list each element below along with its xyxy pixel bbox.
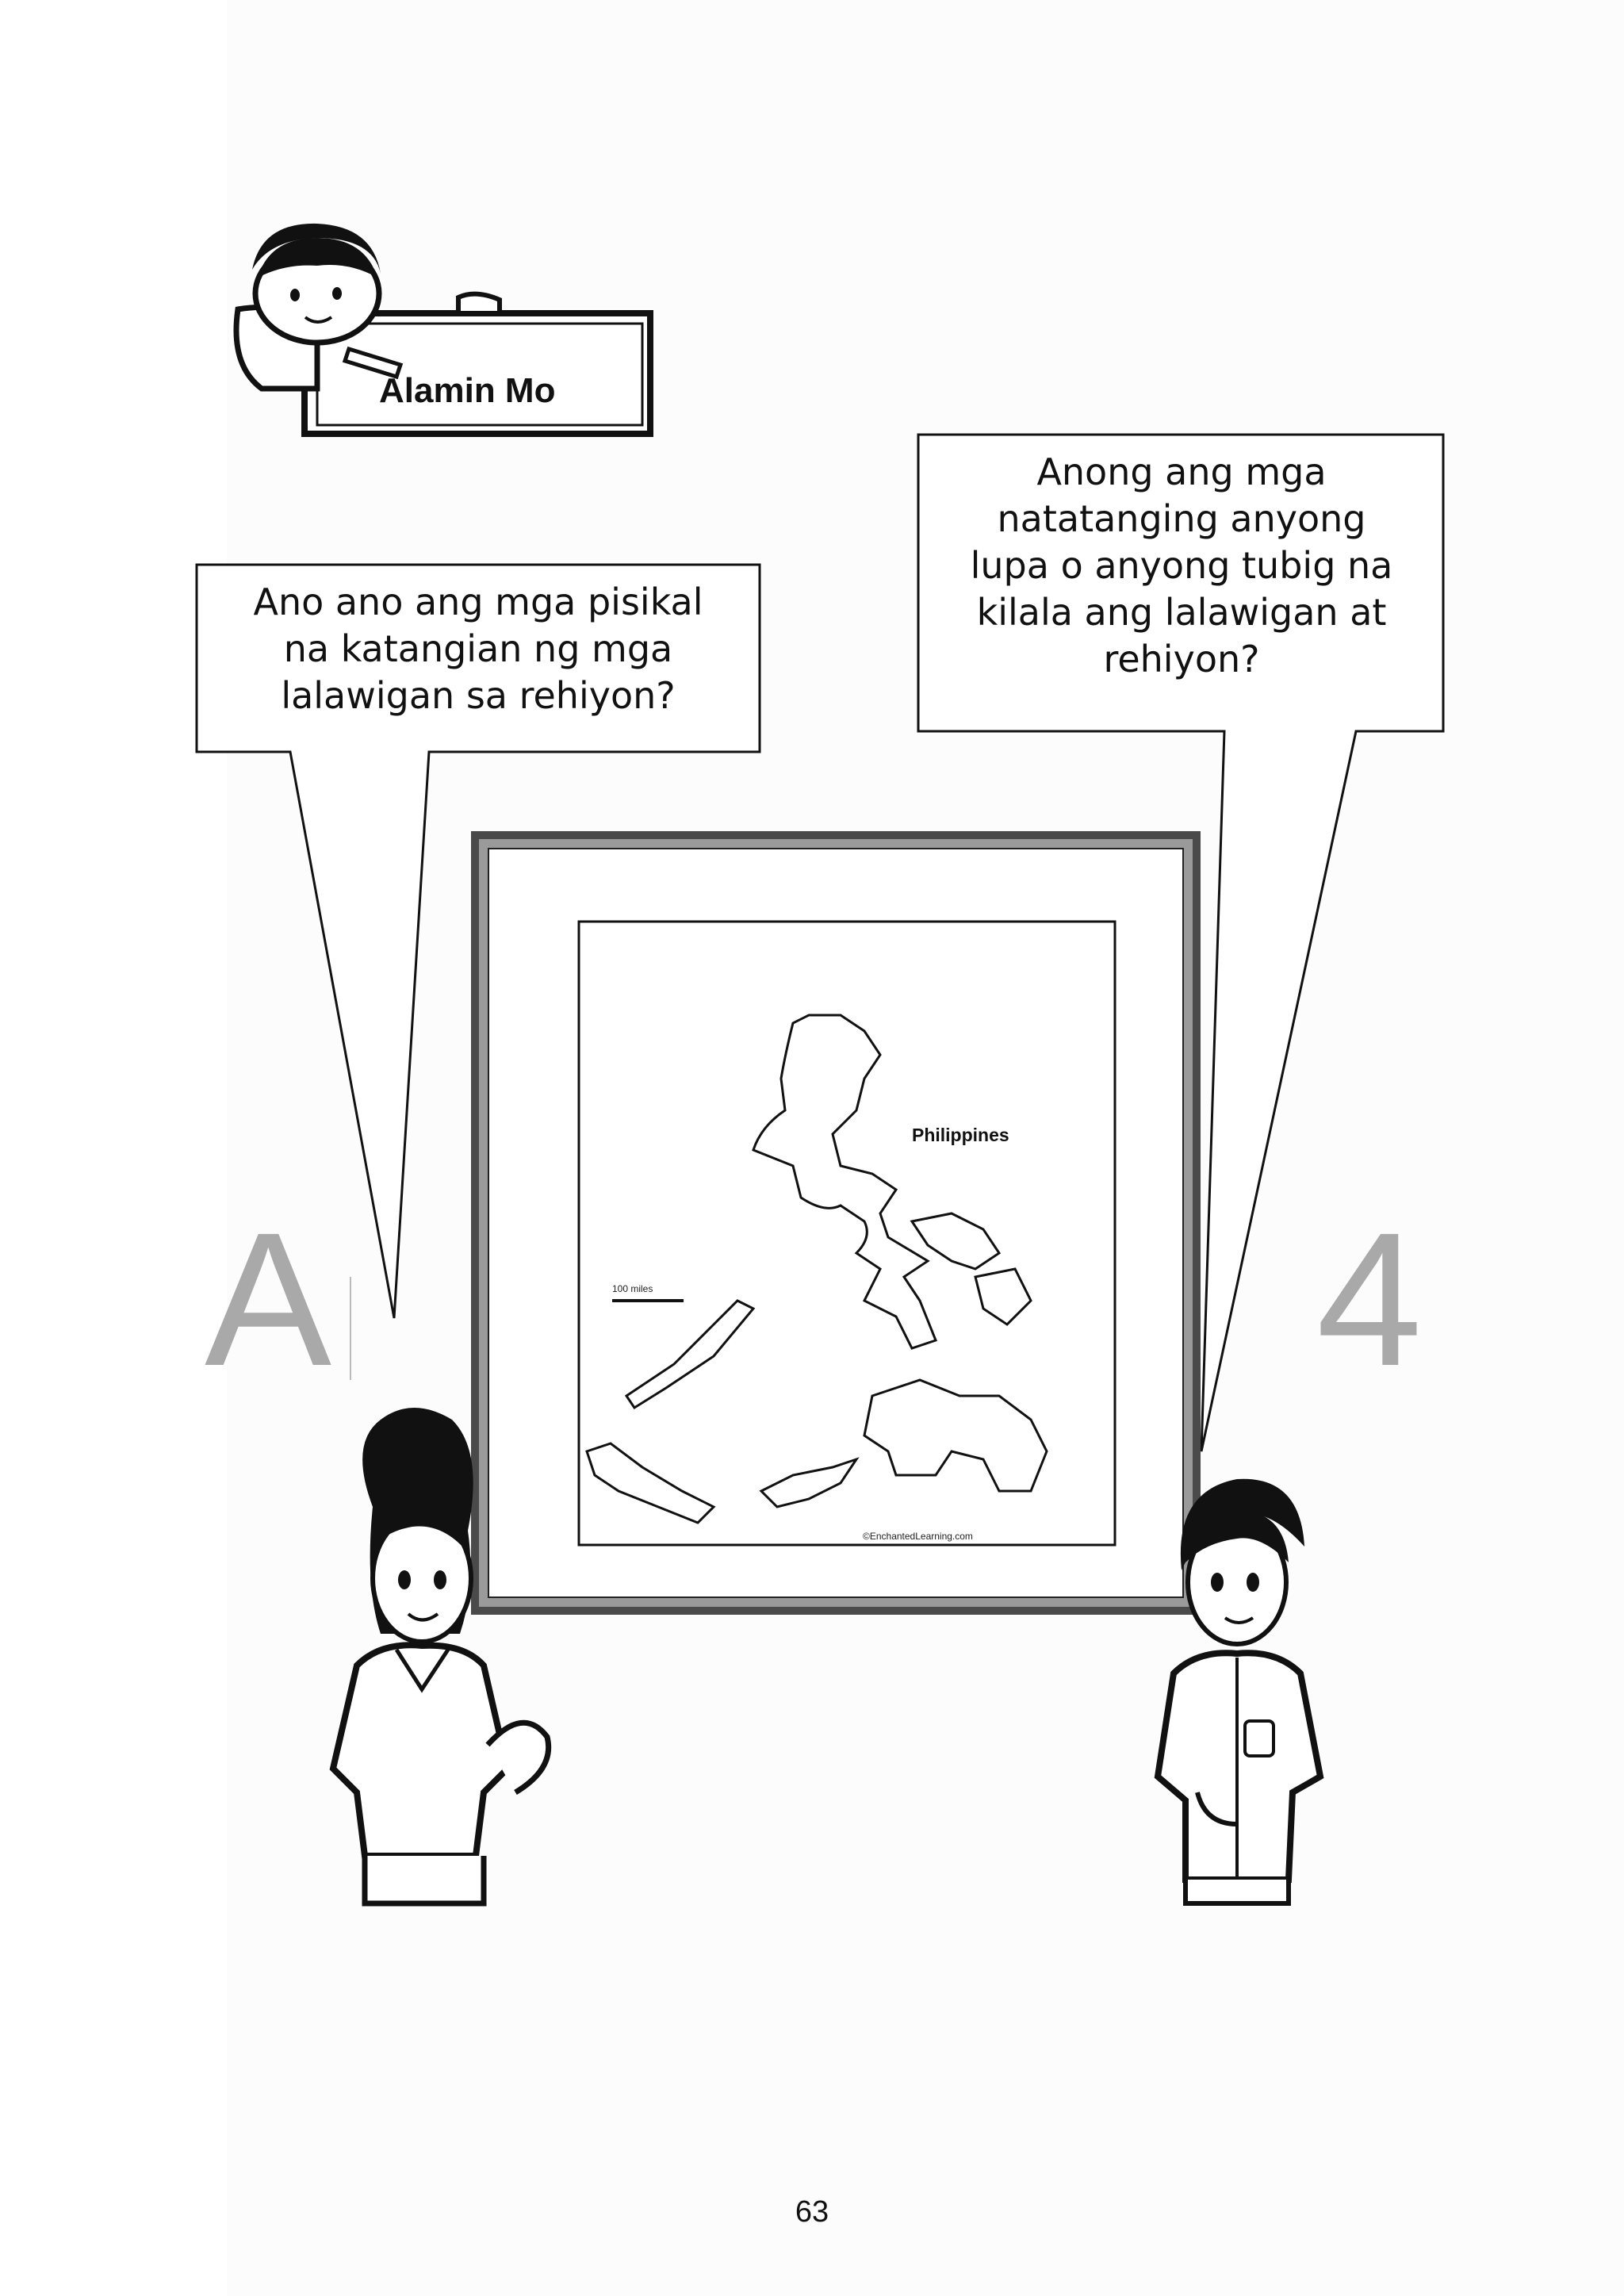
watermark-number: 4 xyxy=(1316,1193,1423,1405)
map-title: Philippines xyxy=(912,1125,1009,1145)
boy-figure xyxy=(1158,1479,1320,1903)
section-heading: Alamin Mo xyxy=(379,371,556,410)
right-bubble-question: Anong ang mga natatanging anyong lupa o anyong tubig na kilala ang lalawigan at rehiyon? xyxy=(970,450,1393,680)
watermark-letter: A xyxy=(205,1193,332,1405)
page-number: 63 xyxy=(795,2195,829,2229)
left-bubble-question: Ano ano ang mga pisikal na katangian ng mga lalawigan sa rehiyon? xyxy=(253,581,703,717)
framed-map xyxy=(471,831,1201,1615)
map-credit: ©EnchantedLearning.com xyxy=(863,1531,973,1542)
map-scale-label: 100 miles xyxy=(612,1283,653,1294)
